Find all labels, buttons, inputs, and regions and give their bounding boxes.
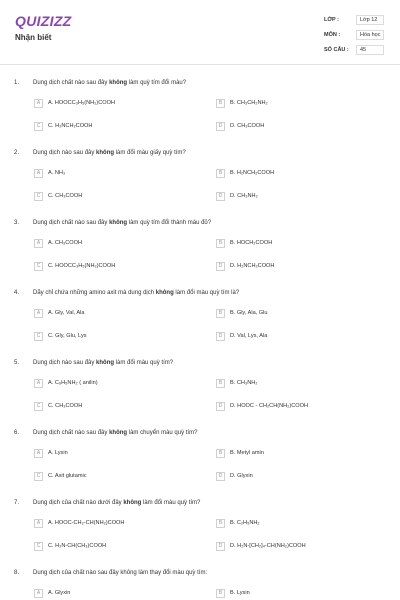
answer-option-a[interactable] — [34, 308, 84, 318]
option-text: B. Lysin — [230, 590, 250, 596]
answer-option-b[interactable] — [216, 168, 274, 178]
question-keyword: không — [96, 360, 115, 366]
answer-option-d[interactable] — [216, 261, 274, 271]
option-letter-box: C — [34, 262, 43, 271]
option-text: B. C₂H₅NH₂ — [230, 520, 260, 526]
answer-option-c[interactable] — [34, 121, 92, 131]
option-text: A. Lysin — [48, 450, 68, 456]
option-letter-box: C — [34, 192, 43, 201]
option-text: C. Gly, Glu, Lys — [48, 333, 87, 339]
option-letter-box: A — [34, 449, 43, 458]
option-text: A. CH₃COOH — [48, 240, 82, 246]
worksheet-title: Nhận biết — [15, 33, 52, 42]
answer-option-d[interactable] — [216, 121, 264, 131]
option-letter-box: D — [216, 192, 225, 201]
option-text: B. H₂NCH₂COOH — [230, 170, 275, 176]
option-text: D. Val, Lys, Ala — [230, 333, 268, 339]
option-letter-box: D — [216, 402, 225, 411]
answer-option-d[interactable] — [216, 331, 267, 341]
option-letter-box: A — [34, 99, 43, 108]
question-text-part: làm đổi màu quỳ tím? — [114, 360, 174, 366]
answer-option-b[interactable] — [216, 378, 257, 388]
subject-label: MÔN : — [324, 32, 341, 38]
answer-option-b[interactable] — [216, 308, 268, 318]
question-text-part: làm quỳ tím đổi màu? — [127, 80, 187, 86]
answer-option-a[interactable] — [34, 168, 65, 178]
answer-option-c[interactable] — [34, 541, 106, 551]
question-text — [33, 290, 239, 296]
option-text: A. NH₃ — [48, 170, 66, 176]
grade-label: LỚP : — [324, 17, 339, 23]
option-text: C. H₂NCH₂COOH — [48, 123, 93, 129]
question-keyword: không — [109, 220, 128, 226]
option-text: D. CH₃COOH — [230, 123, 265, 129]
question-number: 6. — [14, 430, 20, 436]
answer-option-a[interactable] — [34, 98, 115, 108]
question-text — [33, 80, 186, 86]
option-letter-box: B — [216, 449, 225, 458]
question-keyword: không — [109, 80, 128, 86]
option-letter-box: A — [34, 239, 43, 248]
option-text: A. HOOCC₃H₅(NH₂)COOH — [48, 100, 115, 106]
answer-option-c[interactable] — [34, 401, 82, 411]
option-text: B. HOCH₂COOH — [230, 240, 273, 246]
question-text-part: làm chuyển màu quỳ tím? — [127, 430, 198, 436]
option-text: A. Glyxin — [48, 590, 71, 596]
question-text-part: làm đổi màu quỳ tím là? — [173, 290, 240, 296]
option-text: C. HOOCC₃H₅(NH₂)COOH — [48, 263, 116, 269]
question-text — [33, 500, 200, 506]
question-text — [33, 150, 186, 156]
question-keyword: không — [155, 290, 174, 296]
option-letter-box: D — [216, 472, 225, 481]
option-text: B. Metyl amin — [230, 450, 264, 456]
option-letter-box: D — [216, 122, 225, 131]
question-text-part: làm quỳ tím đổi thành màu đỏ? — [127, 220, 212, 226]
option-letter-box: D — [216, 542, 225, 551]
option-text: C. CH₃COOH — [48, 193, 83, 199]
option-letter-box: C — [34, 402, 43, 411]
question-text — [33, 360, 173, 366]
answer-option-b[interactable] — [216, 98, 268, 108]
answer-option-a[interactable] — [34, 238, 82, 248]
question-text-part: Dung dịch nào sau đây — [33, 360, 97, 366]
option-text: D. H₂N-[CH₂]₄-CH(NH₂)COOH — [230, 543, 306, 549]
option-letter-box: C — [34, 122, 43, 131]
question-count-label: SỐ CÂU : — [324, 47, 349, 53]
question-text-part: Dung dịch của chất nào dưới đây — [33, 500, 124, 506]
answer-option-c[interactable] — [34, 331, 87, 341]
answer-option-b[interactable] — [216, 238, 272, 248]
quizizz-logo: QUIZIZZ — [15, 13, 72, 29]
answer-option-c[interactable] — [34, 191, 82, 201]
option-letter-box: C — [34, 542, 43, 551]
option-text: D. Glyxin — [230, 473, 253, 479]
answer-option-c[interactable] — [34, 261, 115, 271]
grade-value: Lớp 12 — [356, 15, 384, 25]
option-letter-box: A — [34, 519, 43, 528]
answer-option-c[interactable] — [34, 471, 87, 481]
answer-option-d[interactable] — [216, 401, 308, 411]
option-letter-box: A — [34, 379, 43, 388]
question-number: 5. — [14, 360, 20, 366]
option-text: D. CH₃NH₂ — [230, 193, 258, 199]
option-text: B. Gly, Ala, Glu — [230, 310, 268, 316]
option-text: C. H₂N-CH(CH₃)COOH — [48, 543, 107, 549]
subject-value: Hóa học — [356, 30, 384, 40]
question-keyword: không — [96, 150, 115, 156]
option-letter-box: B — [216, 519, 225, 528]
question-text-part: Dãy chỉ chứa những amino axit mà dung dịch — [33, 290, 156, 296]
worksheet-header — [0, 0, 400, 65]
question-text-part: Dung dịch nào sau đây — [33, 150, 97, 156]
question-text-part: làm đổi màu quỳ tím? — [141, 500, 201, 506]
answer-option-a[interactable] — [34, 378, 98, 388]
option-text: A. HOOC-CH₂-CH(NH₂)COOH — [48, 520, 125, 526]
question-number: 7. — [14, 500, 20, 506]
question-count-value: 45 — [356, 45, 384, 55]
option-text: A. Gly, Val, Ala — [48, 310, 85, 316]
option-text: C. Axit glutamic — [48, 473, 87, 479]
option-letter-box: B — [216, 309, 225, 318]
option-text: B. CH₃CH₂NH₂ — [230, 100, 268, 106]
question-text — [33, 220, 211, 226]
question-text — [33, 570, 207, 576]
question-text-part: Dung dịch chất nào sau đây — [33, 80, 110, 86]
option-letter-box: C — [34, 332, 43, 341]
answer-option-b[interactable] — [216, 588, 250, 598]
option-text: C. CH₃COOH — [48, 403, 83, 409]
option-letter-box: B — [216, 99, 225, 108]
question-text — [33, 430, 197, 436]
answer-option-b[interactable] — [216, 518, 260, 528]
answer-option-d[interactable] — [216, 471, 253, 481]
option-letter-box: A — [34, 309, 43, 318]
answer-option-a[interactable] — [34, 588, 70, 598]
question-number: 8. — [14, 570, 20, 576]
answer-option-d[interactable] — [216, 541, 306, 551]
option-letter-box: B — [216, 169, 225, 178]
question-text-part: Dung dịch chất nào sau đây — [33, 430, 110, 436]
question-number: 4. — [14, 290, 20, 296]
option-letter-box: D — [216, 262, 225, 271]
question-number: 3. — [14, 220, 20, 226]
answer-option-a[interactable] — [34, 448, 68, 458]
option-letter-box: A — [34, 169, 43, 178]
question-keyword: không — [109, 430, 128, 436]
question-number: 1. — [14, 80, 20, 86]
option-letter-box: D — [216, 332, 225, 341]
question-text-part: Dung dịch chất nào sau đây — [33, 220, 110, 226]
option-text: D. H₂NCH₂COOH — [230, 263, 275, 269]
option-letter-box: B — [216, 239, 225, 248]
option-letter-box: B — [216, 379, 225, 388]
question-text-part: làm đổi màu giấy quỳ tím? — [114, 150, 186, 156]
question-number: 2. — [14, 150, 20, 156]
answer-option-b[interactable] — [216, 448, 264, 458]
question-keyword: không — [123, 500, 142, 506]
answer-option-d[interactable] — [216, 191, 258, 201]
option-letter-box: A — [34, 589, 43, 598]
question-text-part: Dung dịch của chất nào sau đây không làm thay đổi màu quỳ tím: — [33, 570, 208, 576]
answer-option-a[interactable] — [34, 518, 124, 528]
option-text: A. C₆H₅NH₂ ( anilin) — [48, 380, 98, 386]
option-text: B. CH₃NH₂ — [230, 380, 258, 386]
option-letter-box: B — [216, 589, 225, 598]
option-letter-box: C — [34, 472, 43, 481]
option-text: D. HOOC - CH₂CH(NH₂)COOH — [230, 403, 308, 409]
